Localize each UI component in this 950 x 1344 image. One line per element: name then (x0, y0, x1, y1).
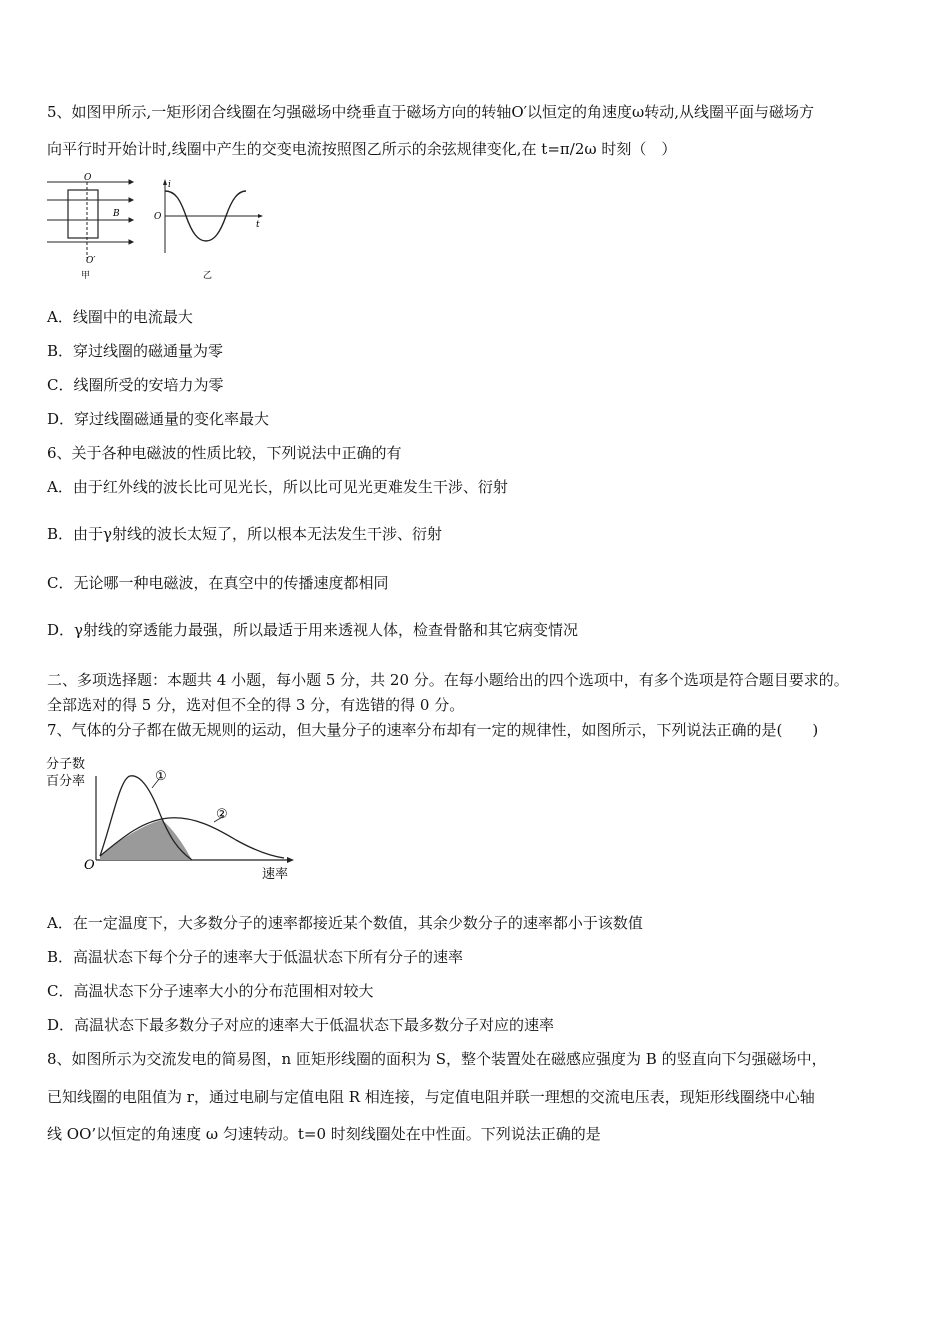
jia-caption: 甲 (81, 271, 91, 281)
q7-curve-2-label: ② (216, 807, 228, 822)
q7-overlap-shading (100, 820, 192, 860)
yi-caption: 乙 (203, 271, 213, 281)
yi-y-label: i (168, 180, 171, 190)
jia-top-label: O (84, 173, 92, 183)
q6-option-d: D．γ射线的穿透能力最强，所以最适于用来透视人体，检查骨骼和其它病变情况 (47, 621, 578, 639)
q7-y-label-1: 分子数 (46, 757, 86, 772)
section2-line2: 全部选对的得 5 分，选对但不全的得 3 分，有选错的得 0 分。 (47, 696, 465, 714)
q7-y-label-2: 百分率 (46, 774, 86, 789)
jia-bottom-label: O′ (86, 256, 96, 266)
q7-stem: 7、气体的分子都在做无规则的运动，但大量分子的速率分布却有一定的规律性，如图所示，下列说法正确的是( ) (47, 721, 819, 739)
q7-origin: O (84, 858, 95, 873)
q7-option-d: D．高温状态下最多数分子对应的速率大于低温状态下最多数分子对应的速率 (47, 1016, 555, 1034)
q8-stem-line1: 8、如图所示为交流发电的简易图，n 匝矩形线圈的面积为 S，整个装置处在磁感应强度为 B 的竖直向下匀强磁场中， (47, 1050, 827, 1068)
q5-option-b: B．穿过线圈的磁通量为零 (47, 342, 224, 360)
q8-stem-line3: 线 OO’以恒定的角速度 ω 匀速转动。t=0 时刻线圈处在中性面。下列说法正确的是 (47, 1125, 601, 1143)
yi-origin: O (154, 212, 162, 222)
q6-option-a: A．由于红外线的波长比可见光长，所以比可见光更难发生干涉、衍射 (47, 478, 508, 496)
q7-option-c: C．高温状态下分子速率大小的分布范围相对较大 (47, 982, 374, 1000)
section2-line1: 二、多项选择题：本题共 4 小题，每小题 5 分，共 20 分。在每小题给出的四个选项中，有多个选项是符合题目要求的。 (47, 671, 849, 689)
q5-figure-jia (44, 170, 136, 282)
q5-stem-line1: 5、如图甲所示,一矩形闭合线圈在匀强磁场中绕垂直于磁场方向的转轴O′以恒定的角速度ω转动,从线圈平面与磁场方 (47, 103, 815, 121)
q5-figure-yi (150, 175, 268, 283)
q7-distribution-figure (44, 752, 300, 884)
q6-stem: 6、关于各种电磁波的性质比较，下列说法中正确的有 (47, 444, 402, 462)
yi-x-label: t (256, 220, 260, 230)
q5-option-a: A．线圈中的电流最大 (47, 308, 193, 326)
q6-option-c: C．无论哪一种电磁波，在真空中的传播速度都相同 (47, 574, 389, 592)
q5-option-d: D．穿过线圈磁通量的变化率最大 (47, 410, 270, 428)
jia-coil (68, 190, 98, 238)
q7-curve-1-label: ① (155, 769, 167, 784)
q5-option-c: C．线圈所受的安培力为零 (47, 376, 224, 394)
q5-stem-line2: 向平行时开始计时,线圈中产生的交变电流按照图乙所示的余弦规律变化,在 t=π/2ω 时刻（ ） (47, 140, 677, 158)
q7-option-a: A．在一定温度下，大多数分子的速率都接近某个数值，其余少数分子的速率都小于该数值 (47, 914, 643, 932)
jia-field-label: B (113, 209, 120, 219)
q8-stem-line2: 已知线圈的电阻值为 r，通过电刷与定值电阻 R 相连接，与定值电阻并联一理想的交流电压表，现矩形线圈绕中心轴 (47, 1088, 815, 1106)
q7-option-b: B．高温状态下每个分子的速率大于低温状态下所有分子的速率 (47, 948, 464, 966)
q6-option-b: B．由于γ射线的波长太短了，所以根本无法发生干涉、衍射 (47, 525, 442, 543)
q7-x-label: 速率 (262, 867, 289, 882)
